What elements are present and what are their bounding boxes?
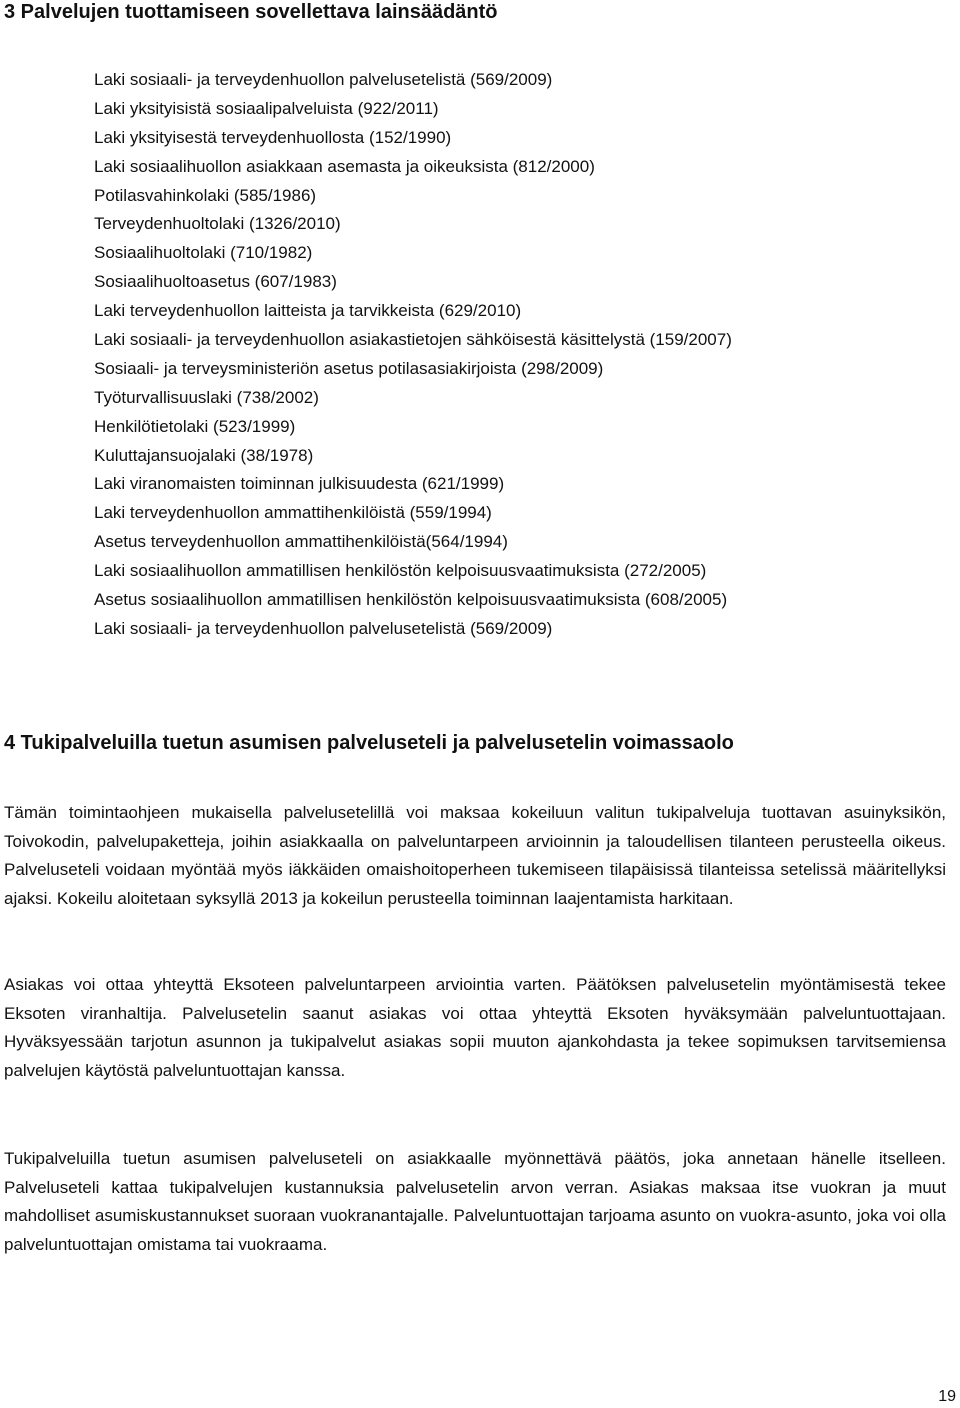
law-item-title: Laki sosiaali- ja terveydenhuollon palvelusetelistä (569/2009) [94,70,553,89]
law-item-title: Työturvallisuuslaki (738/2002) [94,387,319,407]
law-item-title: Laki yksityisestä terveydenhuollosta (152/1990) [94,127,452,147]
section-3-heading: 3 Palvelujen tuottamiseen sovellettava lainsäädäntö [4,1,498,23]
law-item-title: Potilasvahinkolaki (585/1986) [94,185,317,205]
law-item-title: Laki viranomaisten toiminnan julkisuudesta (621/1999) [94,474,505,494]
law-item-title: Laki yksityisistä sosiaalipalveluista (922/2011) [94,98,439,118]
law-item-title: Sosiaalihuoltolaki (710/1982) [94,243,313,263]
law-item-title: Terveydenhuoltolaki (1326/2010) [94,214,341,234]
law-item-title: Sosiaalihuoltoasetus (607/1983) [94,272,337,292]
law-item-title: Laki sosiaalihuollon ammatillisen henkilöstön kelpoisuusvaatimuksista (272/2005) [94,561,707,581]
section-4-paragraph: Tukipalveluilla tuetun asumisen palveluseteli on asiakkaalle myönnettävä päätös, joka annetaan hänelle itselleen. Palveluseteli kattaa tukipalvelujen kustannuksia palvelusetelin arvon verran. Asiakas maksaa itse vuokran ja muut mahdolliset asumiskustannukset suoraan vuokranantajalle. Palveluntuottajan tarjoama asunto on vuokra-asunto, joka voi olla palveluntuottajan omistama tai vuokraama. [4,1149,946,1254]
law-item-title: Laki sosiaali- ja terveydenhuollon palvelusetelistä (569/2009) [94,618,553,638]
section-4-paragraph: Asiakas voi ottaa yhteyttä Eksoteen palveluntarpeen arviointia varten. Päätöksen palvelusetelin myöntämisestä tekee Eksoten viranhaltija. Palvelusetelin saanut asiakas voi ottaa yhteyttä Eksoten hyväksymään palveluntuottajaan. Hyväksyessään tarjotun asunnon ja tukipalvelut asiakas sopii muuton ajankohdasta ja tekee sopimuksen tarvitsemiensa palvelujen käytöstä palveluntuottajan kanssa. [4,975,946,1080]
section-4-paragraph: Tämän toimintaohjeen mukaisella palvelusetelillä voi maksaa kokeiluun valitun tukipalveluja tuottavan asuinyksikön, Toivokodin, palvelupaketteja, joihin asiakkaalla on palveluntarpeen arvioinnin ja taloudellisen tilanteen perusteella oikeus. Palveluseteli voidaan myöntää myös iäkkäiden omaishoitoperheen tukemiseen tilapäisissä tilanteissa setelissä määritellyksi ajaksi. Kokeilu aloitetaan syksyllä 2013 ja kokeilun perusteella toiminnan laajentamista harkitaan. [4,803,946,908]
page-number: 19 [938,1388,956,1405]
law-item-title: Kuluttajansuojalaki (38/1978) [94,445,314,465]
law-item-title: Laki terveydenhuollon laitteista ja tarvikkeista (629/2010) [94,301,522,321]
law-item-title: Asetus terveydenhuollon ammattihenkilöistä(564/1994) [94,532,508,552]
law-item-title: Sosiaali- ja terveysministeriön asetus potilasasiakirjoista (298/2009) [94,358,604,378]
section-4-heading: 4 Tukipalveluilla tuetun asumisen palveluseteli ja palvelusetelin voimassaolo [4,732,734,754]
law-item-title: Laki sosiaali- ja terveydenhuollon asiakastietojen sähköisestä käsittelystä (159/2007) [94,330,732,350]
law-item-title: Henkilötietolaki (523/1999) [94,416,296,436]
law-item-title: Laki sosiaalihuollon asiakkaan asemasta ja oikeuksista (812/2000) [94,156,595,176]
law-item-title: Asetus sosiaalihuollon ammatillisen henkilöstön kelpoisuusvaatimuksista (608/2005) [94,590,728,610]
law-item-title: Laki terveydenhuollon ammattihenkilöistä (559/1994) [94,503,492,523]
